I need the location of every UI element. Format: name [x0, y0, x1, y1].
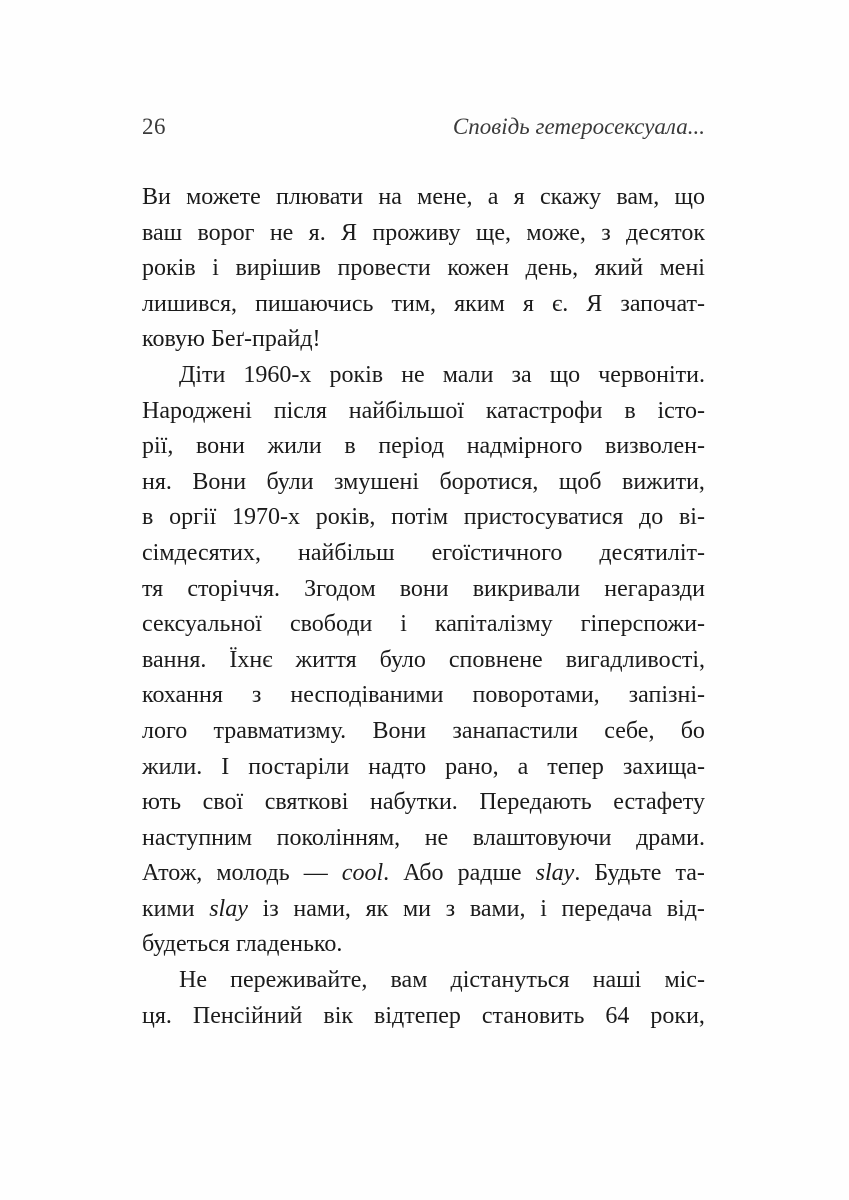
word: в: [624, 397, 636, 424]
word: кожен: [447, 255, 509, 282]
word: наші: [592, 967, 642, 994]
word: найбільшої: [348, 397, 465, 424]
word: а: [517, 753, 529, 780]
word: до: [639, 504, 664, 531]
word: років: [142, 255, 196, 282]
word: Не: [179, 967, 207, 994]
text-line: [142, 216, 705, 252]
word: 64: [605, 1002, 630, 1029]
word: започат-: [620, 290, 705, 317]
text-line: [142, 251, 705, 287]
word: Вони: [192, 468, 247, 495]
word: десятиліт-: [599, 539, 705, 566]
word: що: [674, 184, 705, 210]
text-line: [142, 536, 705, 572]
word: сторіччя.: [187, 575, 280, 602]
word: Будьте: [594, 860, 662, 887]
word: вони: [195, 433, 245, 460]
word: не: [269, 219, 294, 246]
word: свої: [202, 789, 244, 816]
text-line: [142, 785, 705, 821]
word: мене,: [417, 184, 473, 210]
word: та-: [675, 860, 705, 887]
word: я: [522, 290, 534, 317]
word: сексуальної: [142, 611, 262, 638]
word: ворог: [197, 219, 255, 246]
word: міс-: [664, 967, 705, 994]
word: Я: [586, 290, 603, 317]
text-line: [142, 678, 705, 714]
word: день,: [525, 255, 579, 282]
word: не: [424, 824, 449, 851]
word: будеться: [142, 931, 230, 958]
word: є.: [551, 290, 569, 317]
word: викривали: [472, 575, 581, 602]
word: що: [549, 361, 581, 388]
word: червоніти.: [598, 361, 705, 388]
word: набутки.: [370, 789, 458, 816]
word: скажу: [539, 184, 602, 210]
word: рано,: [445, 753, 499, 780]
word: сімдесятих,: [142, 539, 261, 566]
word: плювати: [276, 184, 364, 210]
word: slay: [209, 895, 248, 922]
word: вам: [390, 967, 428, 994]
word: з: [251, 682, 262, 709]
word: травматизму.: [213, 717, 347, 744]
paragraph-1: [142, 180, 705, 358]
word: наступним: [142, 824, 253, 851]
word: естафету: [613, 789, 705, 816]
word: були: [266, 468, 314, 495]
word: Згодом: [304, 575, 376, 602]
word: катастрофи: [485, 397, 603, 424]
word: вання.: [142, 646, 207, 673]
word: який: [594, 255, 644, 282]
word: істо-: [657, 397, 705, 424]
word: було: [379, 646, 426, 673]
word: як: [365, 895, 389, 922]
word: захища-: [622, 753, 705, 780]
word: себе,: [604, 717, 655, 744]
text-line: [142, 714, 705, 750]
word: можете: [186, 184, 261, 210]
word: а: [487, 184, 499, 210]
word: ня.: [142, 468, 172, 495]
text-line: [142, 927, 705, 963]
word: вигадливості,: [565, 646, 705, 673]
word: від-: [666, 895, 705, 922]
word: нами,: [293, 895, 351, 922]
word: несподіваними: [290, 682, 444, 709]
word: за: [511, 361, 532, 388]
word: сповнене: [448, 646, 543, 673]
word: свободи: [289, 611, 373, 638]
word: тим,: [391, 290, 437, 317]
word: з: [445, 895, 456, 922]
word: років: [329, 361, 384, 388]
text-line: [142, 465, 705, 501]
text-line: [142, 607, 705, 643]
word: молодь: [216, 860, 290, 887]
word: святкові: [264, 789, 349, 816]
text-line: [142, 287, 705, 323]
word: жили: [267, 433, 322, 460]
paragraph-2: [142, 358, 705, 963]
word: жили.: [142, 753, 203, 780]
word: ми: [402, 895, 431, 922]
text-line: [142, 643, 705, 679]
word: лого: [142, 717, 188, 744]
word: пишаючись: [255, 290, 374, 317]
word: я.: [308, 219, 326, 246]
word: вирішив: [235, 255, 321, 282]
text-line: [142, 180, 705, 216]
word: і: [212, 255, 219, 282]
word: 1970-х: [232, 504, 300, 531]
word: життя: [295, 646, 357, 673]
word: оргії: [169, 504, 217, 531]
text-line: [142, 963, 705, 999]
word: ковую: [142, 326, 205, 353]
word: потім: [391, 504, 449, 531]
word: яким: [454, 290, 505, 317]
word: надто: [368, 753, 427, 780]
word: і: [540, 895, 547, 922]
text-line: [142, 856, 705, 892]
word: поворотами,: [472, 682, 600, 709]
text-line: [142, 429, 705, 465]
word: боротися,: [439, 468, 539, 495]
text-line: [142, 500, 705, 536]
word: І: [221, 753, 230, 780]
word: Передають: [479, 789, 592, 816]
word: на: [378, 184, 402, 210]
word: років,: [315, 504, 376, 531]
text-line: [142, 572, 705, 608]
word: переживайте,: [230, 967, 368, 994]
word: передача: [561, 895, 653, 922]
word: Я: [341, 219, 358, 246]
word: не: [401, 361, 425, 388]
word: бо: [680, 717, 705, 744]
text-line: [142, 322, 705, 358]
word: лишився,: [142, 290, 238, 317]
body-text: [142, 180, 705, 1034]
word: і: [400, 611, 407, 638]
word: роки,: [650, 1002, 705, 1029]
word: десяток: [626, 219, 705, 246]
word: після: [273, 397, 327, 424]
running-title: Сповідь гетеросексуала...: [452, 114, 705, 139]
word: рії,: [142, 433, 174, 460]
word: вами,: [469, 895, 526, 922]
word: Атож,: [142, 860, 203, 887]
word: тепер: [547, 753, 604, 780]
word: гіперспожи-: [580, 611, 705, 638]
word: slay.: [535, 860, 581, 887]
word: поколінням,: [276, 824, 401, 851]
word: найбільш: [298, 539, 395, 566]
text-line: [142, 358, 705, 394]
word: пристосуватися: [463, 504, 624, 531]
word: 1960-х: [243, 361, 312, 388]
word: кохання: [142, 682, 223, 709]
word: Діти: [179, 361, 226, 388]
page-number: 26: [142, 114, 166, 139]
word: вам,: [616, 184, 660, 210]
word: ють: [142, 789, 182, 816]
word: провести: [337, 255, 431, 282]
text-line: [142, 892, 705, 928]
word: Беґ-прайд!: [211, 326, 321, 353]
word: негаразди: [604, 575, 705, 602]
word: дістануться: [450, 967, 570, 994]
word: ваш: [142, 219, 183, 246]
word: влаштовуючи: [472, 824, 612, 851]
word: cool.: [341, 860, 390, 887]
word: мали: [442, 361, 494, 388]
word: тя: [142, 575, 164, 602]
word: з: [601, 219, 611, 246]
word: відтепер: [374, 1002, 461, 1029]
word: я: [513, 184, 525, 210]
word: вік: [323, 1002, 354, 1029]
word: радше: [457, 860, 522, 887]
word: драми.: [636, 824, 705, 851]
word: ця.: [142, 1002, 172, 1029]
word: проживу: [372, 219, 461, 246]
text-line: [142, 999, 705, 1035]
word: ще,: [475, 219, 512, 246]
word: Пенсійний: [192, 1002, 303, 1029]
word: в: [142, 504, 154, 531]
word: —: [303, 860, 328, 887]
word: в: [344, 433, 356, 460]
page-header: [142, 112, 705, 142]
word: запізні-: [628, 682, 705, 709]
word: надмірного: [466, 433, 583, 460]
word: вижити,: [621, 468, 705, 495]
word: щоб: [558, 468, 602, 495]
word: вони: [399, 575, 449, 602]
text-line: [142, 750, 705, 786]
word: період: [378, 433, 445, 460]
word: може,: [526, 219, 586, 246]
text-line: [142, 821, 705, 857]
word: капіталізму: [434, 611, 553, 638]
word: Народжені: [142, 397, 252, 424]
word: занапастили: [452, 717, 579, 744]
word: постаріли: [248, 753, 350, 780]
word: становить: [481, 1002, 585, 1029]
word: визволен-: [604, 433, 705, 460]
word: кими: [142, 895, 195, 922]
word: змушені: [334, 468, 419, 495]
word: Вони: [372, 717, 427, 744]
text-line: [142, 394, 705, 430]
paragraph-3: [142, 963, 705, 1034]
word: Або: [403, 860, 444, 887]
word: із: [262, 895, 279, 922]
word: Їхнє: [229, 646, 273, 673]
word: егоїстичного: [431, 539, 563, 566]
word: Ви: [142, 184, 171, 210]
word: ві-: [678, 504, 705, 531]
word: мені: [659, 255, 705, 282]
word: гладенько.: [236, 931, 343, 958]
